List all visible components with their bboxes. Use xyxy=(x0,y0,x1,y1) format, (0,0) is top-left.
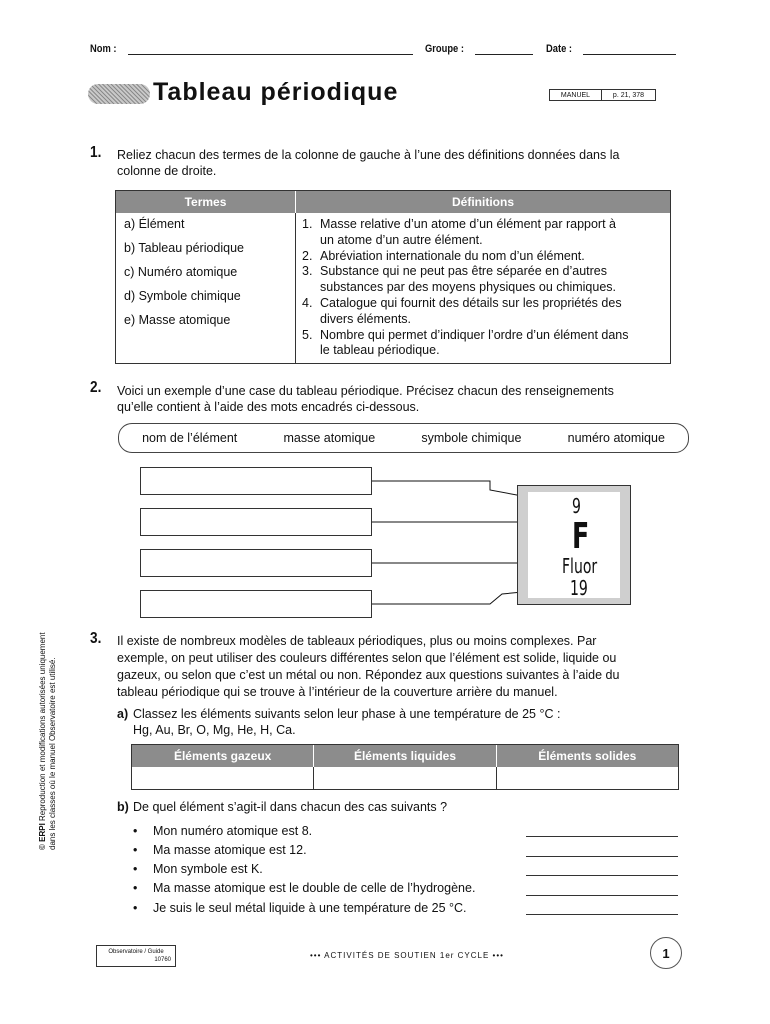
tile-symbol: F xyxy=(572,516,590,557)
answer-box-3[interactable] xyxy=(140,549,372,577)
page-title: Tableau périodique xyxy=(153,78,399,106)
bullet-item: • Ma masse atomique est 12. xyxy=(133,843,307,857)
answer-line[interactable] xyxy=(526,875,678,876)
answer-box-1[interactable] xyxy=(140,467,372,495)
tile-atomic-mass: 19 xyxy=(570,576,588,600)
terms-definitions-table xyxy=(115,190,671,364)
definitions-header: Définitions xyxy=(452,195,514,209)
term-item[interactable]: a) Élément xyxy=(124,217,185,231)
gazeux-header: Éléments gazeux xyxy=(132,745,314,767)
nom-field[interactable] xyxy=(128,54,413,55)
term-item[interactable]: c) Numéro atomique xyxy=(124,265,238,279)
gazeux-answer-cell[interactable] xyxy=(132,767,314,789)
definition-item[interactable]: 1. Masse relative d’un atome d’un élément par rapport à un atome d’un autre élément. xyxy=(302,217,616,247)
word-bank-item: numéro atomique xyxy=(567,431,665,445)
solides-answer-cell[interactable] xyxy=(497,767,678,789)
liquides-answer-cell[interactable] xyxy=(314,767,496,789)
answer-line[interactable] xyxy=(526,914,678,915)
word-bank-item: symbole chimique xyxy=(421,431,522,445)
element-tile xyxy=(517,485,631,605)
date-field[interactable] xyxy=(583,54,676,55)
groupe-label: Groupe : xyxy=(425,43,464,55)
bullet-item: • Mon symbole est K. xyxy=(133,862,263,876)
part-b-line: De quel élément s’agit-il dans chacun des cas suivants ? xyxy=(133,800,448,814)
solides-header: Éléments solides xyxy=(538,749,637,763)
part-a-line-2: Hg, Au, Br, O, Mg, He, H, Ca. xyxy=(133,723,296,737)
question-1-line-2: colonne de droite. xyxy=(117,164,217,178)
footer-reference-box: Observatoire / Guide 10760 xyxy=(96,945,176,967)
part-a-line-1: Classez les éléments suivants selon leur phase à une température de 25 °C : xyxy=(133,707,561,721)
manuel-label: MANUEL xyxy=(550,90,602,100)
manuel-reference xyxy=(549,89,656,101)
word-bank-item: masse atomique xyxy=(283,431,376,445)
definition-item[interactable]: 4. Catalogue qui fournit des détails sur les propriétés des divers éléments. xyxy=(302,295,622,326)
phase-table xyxy=(131,744,679,790)
definition-item[interactable]: 3. Substance qui ne peut pas être séparée en d’autres substances par des moyens physiques ou chimiques. xyxy=(302,264,616,295)
answer-line[interactable] xyxy=(526,856,678,857)
question-3-intro: Il existe de nombreux modèles de tableaux périodiques, plus ou moins complexes. Par xyxy=(117,634,597,648)
answer-line[interactable] xyxy=(526,895,678,896)
question-3-intro: tableau périodique qui se trouve à l’intérieur de la couverture arrière du manuel. xyxy=(117,685,558,699)
question-2-line-1: Voici un exemple d’une case du tableau périodique. Précisez chacun des renseignements xyxy=(117,384,614,398)
answer-box-2[interactable] xyxy=(140,508,372,536)
copyright-note: © ERPI Reproduction et modifications autorisées uniquement dans les classes où le manuel Observatoire est utilisé. xyxy=(38,632,57,850)
nom-label: Nom : xyxy=(90,43,117,55)
definitions-column xyxy=(296,213,670,363)
page-number: 1 xyxy=(650,937,682,969)
tile-atomic-number: 9 xyxy=(572,494,581,518)
tile-element-name: Fluor xyxy=(562,554,598,578)
term-item[interactable]: b) Tableau périodique xyxy=(124,241,245,255)
part-b-label: b) xyxy=(117,800,129,814)
manuel-pages: p. 21, 378 xyxy=(612,91,645,99)
groupe-field[interactable] xyxy=(475,54,533,55)
question-3-number: 3. xyxy=(90,630,102,647)
question-1-number: 1. xyxy=(90,144,102,161)
word-bank xyxy=(118,423,689,453)
question-1-line-1: Reliez chacun des termes de la colonne de gauche à l’une des définitions données dans la xyxy=(117,148,620,162)
bullet-item: • Je suis le seul métal liquide à une température de 25 °C. xyxy=(133,901,467,915)
question-2-number: 2. xyxy=(90,379,102,396)
definition-item[interactable]: 5. Nombre qui permet d’indiquer l’ordre d’un élément dans le tableau périodique. xyxy=(302,327,629,358)
part-a-label: a) xyxy=(117,707,129,721)
answer-box-4[interactable] xyxy=(140,590,372,618)
term-item[interactable]: e) Masse atomique xyxy=(124,313,231,327)
definition-item[interactable]: 2. Abréviation internationale du nom d’un élément. xyxy=(302,248,585,263)
question-3-intro: gazeux, ou selon que c’est un métal ou non. Répondez aux questions suivantes à l’aide du xyxy=(117,668,620,682)
bullet-item: • Mon numéro atomique est 8. xyxy=(133,824,313,838)
question-3-intro: exemple, on peut utiliser des couleurs différentes selon que l’élément est solide, liquide ou xyxy=(117,651,617,665)
date-label: Date : xyxy=(546,43,572,55)
question-2-line-2: qu’elle contient à l’aide des mots encadrés ci-dessous. xyxy=(117,400,420,414)
terms-column xyxy=(116,213,296,363)
liquides-header: Éléments liquides xyxy=(314,745,496,767)
bullet-item: • Ma masse atomique est le double de celle de l’hydrogène. xyxy=(133,881,476,895)
footer-title: ••• ACTIVITÉS DE SOUTIEN 1er CYCLE ••• xyxy=(310,951,504,960)
word-bank-item: nom de l’élément xyxy=(142,431,238,445)
answer-line[interactable] xyxy=(526,836,678,837)
title-decoration xyxy=(88,84,150,104)
term-item[interactable]: d) Symbole chimique xyxy=(124,289,241,303)
termes-header: Termes xyxy=(116,191,296,213)
